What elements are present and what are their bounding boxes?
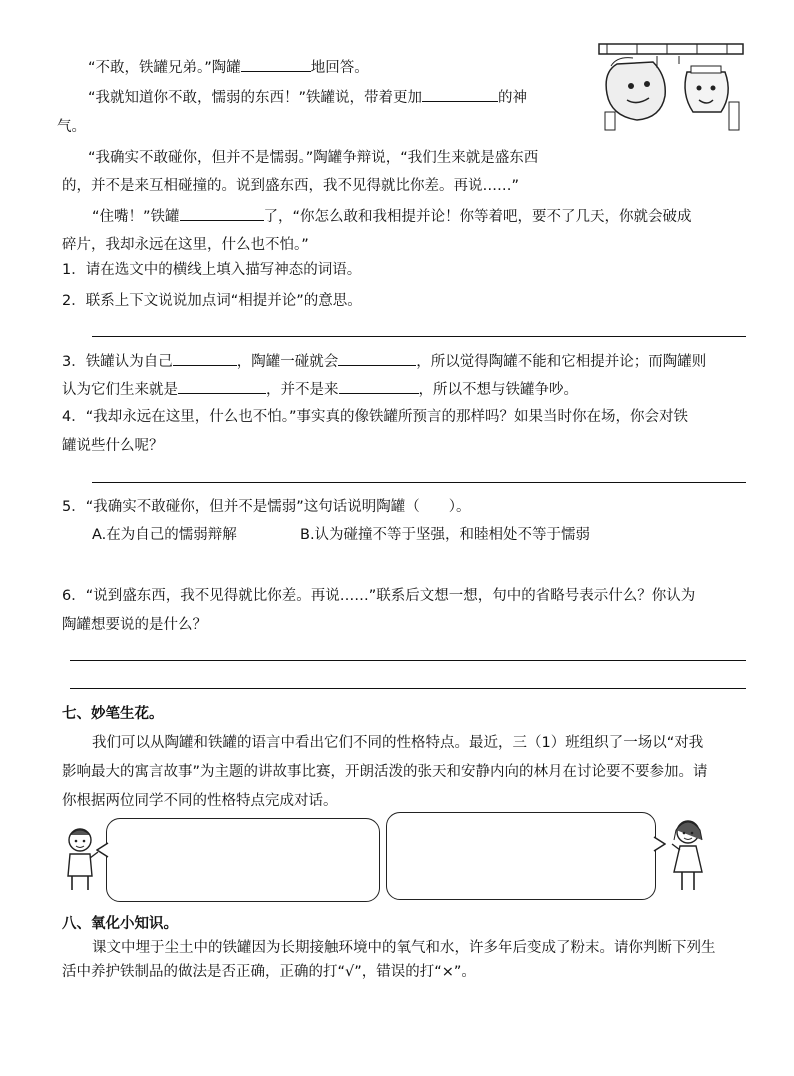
q3-l2b: ，并不是来	[266, 382, 339, 398]
section-8-line1: 课文中埋于尘土中的铁罐因为长期接触环境中的氧气和水，许多年后变成了粉末。请你判断下列生	[92, 940, 716, 956]
p2-after: 的神	[498, 90, 528, 106]
passage-p4	[92, 206, 692, 227]
passage-p2	[88, 87, 527, 108]
girl-icon	[668, 818, 708, 894]
section-7-line3: 你根据两位同学不同的性格特点完成对话。	[62, 793, 338, 809]
q3-l2a: 认为它们生来就是	[62, 382, 178, 398]
question-6-line2: 陶罐想要说的是什么？	[62, 617, 207, 633]
p1-after: 地回答。	[310, 60, 369, 76]
question-6-line1: 6．“说到盛东西，我不见得就比你差。再说……”联系后文想一想，句中的省略号表示什么？你认为	[62, 588, 696, 604]
p4-before: “住嘴！”铁罐	[92, 209, 180, 225]
q3-l2c: ，所以不想与铁罐争吵。	[418, 382, 578, 398]
q3-b: ，陶罐一碰就会	[236, 354, 339, 370]
section-7-line1: 我们可以从陶罐和铁罐的语言中看出它们不同的性格特点。最近，三（1）班组织了一场以“对我	[92, 735, 704, 751]
p1-blank[interactable]	[241, 57, 311, 72]
answer-line-q6-2[interactable]	[70, 688, 746, 689]
p4-blank[interactable]	[180, 206, 264, 221]
pot-and-jar-illustration	[597, 42, 745, 134]
q3-c: ，所以觉得陶罐不能和它相提并论；而陶罐则	[416, 354, 707, 370]
speech-bubble-right[interactable]	[386, 812, 656, 900]
passage-p3-line2: 的，并不是来互相碰撞的。说到盛东西，我不见得就比你差。再说……”	[62, 178, 520, 194]
p2-blank[interactable]	[422, 87, 498, 102]
passage-p3-line1: “我确实不敢碰你，但并不是懦弱。”陶罐争辩说，“我们生来就是盛东西	[88, 150, 539, 166]
question-3-line1	[62, 351, 706, 372]
p1-before: “不敢，铁罐兄弟。”陶罐	[88, 60, 241, 76]
bubble-tail-right	[652, 836, 666, 852]
speech-bubble-left[interactable]	[106, 818, 380, 902]
passage-p2-cont: 气。	[57, 119, 86, 135]
boy-icon	[60, 826, 100, 894]
p4-after: 了，“你怎么敢和我相提并论！你等着吧，要不了几天，你就会破成	[263, 209, 692, 225]
question-1: 1．请在选文中的横线上填入描写神态的词语。	[62, 262, 362, 278]
answer-line-q6-1[interactable]	[70, 660, 746, 661]
q3-blank-1[interactable]	[173, 351, 237, 366]
passage-p1	[88, 57, 369, 78]
question-5-option-a[interactable]: A.在为自己的懦弱辩解	[92, 527, 237, 543]
section-8-line2: 活中养护铁制品的做法是否正确，正确的打“√”，错误的打“×”。	[62, 964, 476, 980]
question-5-option-b[interactable]: B.认为碰撞不等于坚强，和睦相处不等于懦弱	[300, 527, 591, 543]
q3-blank-2[interactable]	[338, 351, 416, 366]
q3-blank-3[interactable]	[178, 379, 266, 394]
question-5: 5．“我确实不敢碰你，但并不是懦弱”这句话说明陶罐（ ）。	[62, 499, 471, 515]
q3-blank-4[interactable]	[339, 379, 419, 394]
question-4-line1: 4．“我却永远在这里，什么也不怕。”事实真的像铁罐所预言的那样吗？如果当时你在场，你会对铁	[62, 409, 688, 425]
q3-a: 3．铁罐认为自己	[62, 354, 173, 370]
answer-line-q2[interactable]	[92, 336, 746, 337]
section-7-line2: 影响最大的寓言故事”为主题的讲故事比赛，开朗活泼的张天和安静内向的林月在讨论要不要参加。请	[62, 764, 708, 780]
section-7-title: 七、妙笔生花。	[62, 706, 164, 722]
question-3-line2	[62, 379, 578, 400]
question-4-line2: 罐说些什么呢？	[62, 438, 164, 454]
section-8-title: 八、氧化小知识。	[62, 916, 178, 932]
p2-before: “我就知道你不敢，懦弱的东西！”铁罐说，带着更加	[88, 90, 423, 106]
question-2: 2．联系上下文说说加点词“相提并论”的意思。	[62, 293, 362, 309]
passage-p4-cont: 碎片，我却永远在这里，什么也不怕。”	[62, 237, 309, 253]
answer-line-q4[interactable]	[92, 482, 746, 483]
